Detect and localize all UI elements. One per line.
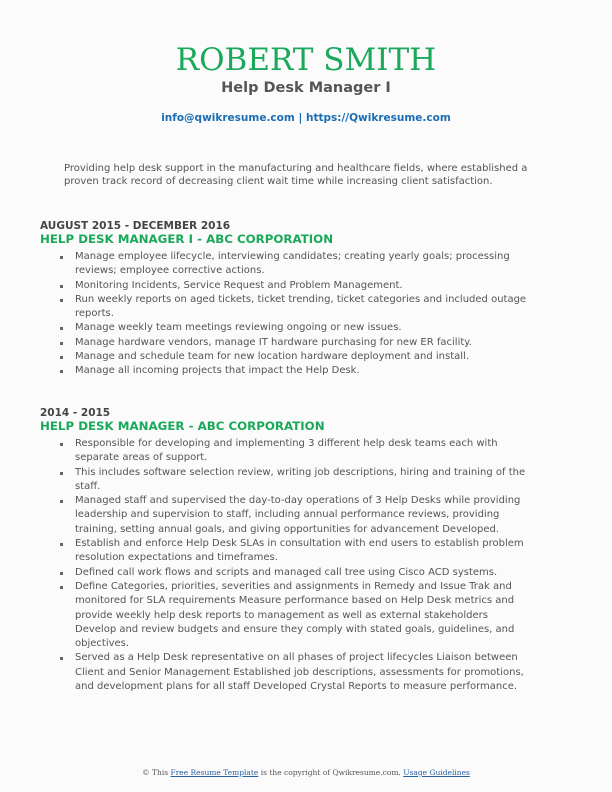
email-link[interactable]: info@qwikresume.com	[161, 112, 295, 124]
job-bullet: Responsible for developing and implementing 3 different help desk teams each with separate areas of support.	[40, 437, 530, 466]
job-bullet: Served as a Help Desk representative on all phases of project lifecycles Liaison between Client and Senior Management Established job descriptions, assessments for promotions, and development plans for all staff Developed Crystal Reports to measure performance.	[40, 651, 530, 694]
job-bullet: Manage hardware vendors, manage IT hardware purchasing for new ER facility.	[40, 336, 530, 350]
job-dates: AUGUST 2015 - DECEMBER 2016	[40, 220, 231, 232]
footer-middle: is the copyright of Qwikresume.com.	[260, 768, 401, 777]
copyright-footer	[0, 768, 612, 778]
free-resume-template-link[interactable]: Free Resume Template	[170, 768, 259, 777]
job-bullet: Manage all incoming projects that impact the Help Desk.	[40, 364, 530, 378]
candidate-name: ROBERT SMITH	[175, 42, 437, 78]
job-dates: 2014 - 2015	[40, 407, 111, 419]
job-bullet: Run weekly reports on aged tickets, ticket trending, ticket categories and included outage reports.	[40, 293, 530, 322]
footer-prefix: © This	[142, 768, 169, 777]
job-entry	[40, 220, 560, 379]
job-bullet: Define Categories, priorities, severities and assignments in Remedy and Issue Trak and monitored for SLA requirements Measure performance based on Help Desk metrics and provide weekly help desk reports to management as well as external stakeholders Develop and review budgets and ensure they comply with stated goals, guidelines, and objectives.	[40, 580, 530, 651]
job-title: HELP DESK MANAGER I - ABC CORPORATION	[40, 232, 334, 246]
usage-guidelines-link[interactable]: Usage Guidelines	[403, 768, 470, 777]
job-bullet: Managed staff and supervised the day-to-day operations of 3 Help Desks while providing leadership and supervision to staff, including annual performance reviews, providing training, setting annual goals, and giving opportunities for advancement Developed.	[40, 494, 530, 537]
job-bullet-list	[40, 250, 560, 379]
job-bullet: Manage weekly team meetings reviewing ongoing or new issues.	[40, 321, 530, 335]
job-bullet: Manage and schedule team for new location hardware deployment and install.	[40, 350, 530, 364]
summary-paragraph: Providing help desk support in the manufacturing and healthcare fields, where established a proven track record of decreasing client wait time while increasing client satisfaction.	[64, 163, 528, 187]
contact-line	[0, 111, 612, 125]
job-bullet: Manage employee lifecycle, interviewing candidates; creating yearly goals; processing reviews; employee corrective actions.	[40, 250, 530, 279]
job-bullet-list	[40, 437, 560, 694]
job-bullet: Defined call work flows and scripts and managed call tree using Cisco ACD systems.	[40, 566, 530, 580]
job-bullet: Establish and enforce Help Desk SLAs in consultation with end users to establish problem resolution expectations and timeframes.	[40, 537, 530, 566]
candidate-role: Help Desk Manager I	[221, 80, 391, 96]
job-title: HELP DESK MANAGER - ABC CORPORATION	[40, 419, 325, 433]
job-bullet: This includes software selection review, writing job descriptions, hiring and training of the staff.	[40, 466, 530, 495]
contact-separator: |	[298, 112, 303, 124]
website-link[interactable]: https://Qwikresume.com	[305, 112, 451, 124]
job-bullet: Monitoring Incidents, Service Request and Problem Management.	[40, 279, 530, 293]
job-entry	[40, 407, 560, 694]
